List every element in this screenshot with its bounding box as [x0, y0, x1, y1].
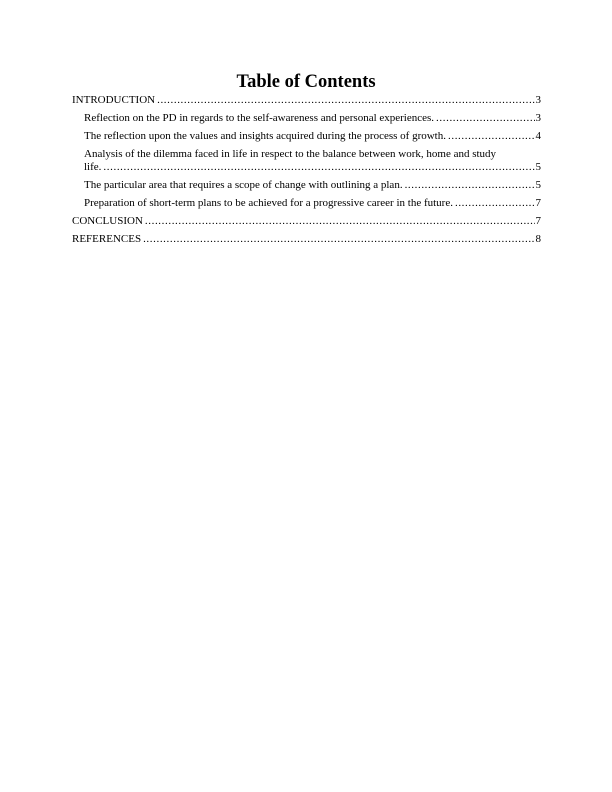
- toc-page-number: 8: [535, 233, 541, 245]
- toc-entry-short-term-plans[interactable]: [72, 197, 541, 210]
- toc-entry-reflection-pd[interactable]: [72, 112, 541, 125]
- toc-entry-label: The particular area that requires a scope of change with outlining a plan.: [84, 179, 403, 191]
- toc-entry-label-line1: Analysis of the dilemma faced in life in respect to the balance between work, home and study: [84, 148, 497, 160]
- toc-entry-label: Reflection on the PD in regards to the self-awareness and personal experiences.: [84, 112, 435, 124]
- toc-entry-introduction[interactable]: [72, 94, 541, 107]
- toc-entry-label-line2: life.: [84, 161, 102, 173]
- dot-leader: [103, 161, 534, 174]
- toc-page-number: 4: [535, 130, 541, 142]
- dot-leader: [143, 233, 534, 246]
- dot-leader: [436, 112, 534, 125]
- toc-entry-label: CONCLUSION: [72, 215, 143, 227]
- table-of-contents: [72, 94, 541, 246]
- dot-leader: [405, 179, 535, 192]
- toc-page-number: 7: [535, 215, 541, 227]
- toc-entry-references[interactable]: [72, 233, 541, 246]
- toc-entry-scope-of-change[interactable]: [72, 179, 541, 192]
- toc-page-number: 5: [535, 161, 541, 173]
- toc-entry-conclusion[interactable]: [72, 215, 541, 228]
- toc-entry-label: The reflection upon the values and insights acquired during the process of growth.: [84, 130, 446, 142]
- toc-entry-label: INTRODUCTION: [72, 94, 156, 106]
- toc-entry-dilemma-analysis[interactable]: [72, 148, 541, 174]
- toc-page-number: 5: [535, 179, 541, 191]
- dot-leader: [455, 197, 535, 210]
- toc-title: Table of Contents: [236, 72, 376, 92]
- dot-leader: [448, 130, 535, 143]
- dot-leader: [145, 215, 535, 228]
- toc-entry-label: REFERENCES: [72, 233, 142, 245]
- toc-page-number: 7: [535, 197, 541, 209]
- toc-page-number: 3: [535, 94, 541, 106]
- toc-entry-label: Preparation of short-term plans to be achieved for a progressive career in the future.: [84, 197, 453, 209]
- dot-leader: [157, 94, 534, 107]
- toc-entry-values-insights[interactable]: [72, 130, 541, 143]
- toc-page-number: 3: [535, 112, 541, 124]
